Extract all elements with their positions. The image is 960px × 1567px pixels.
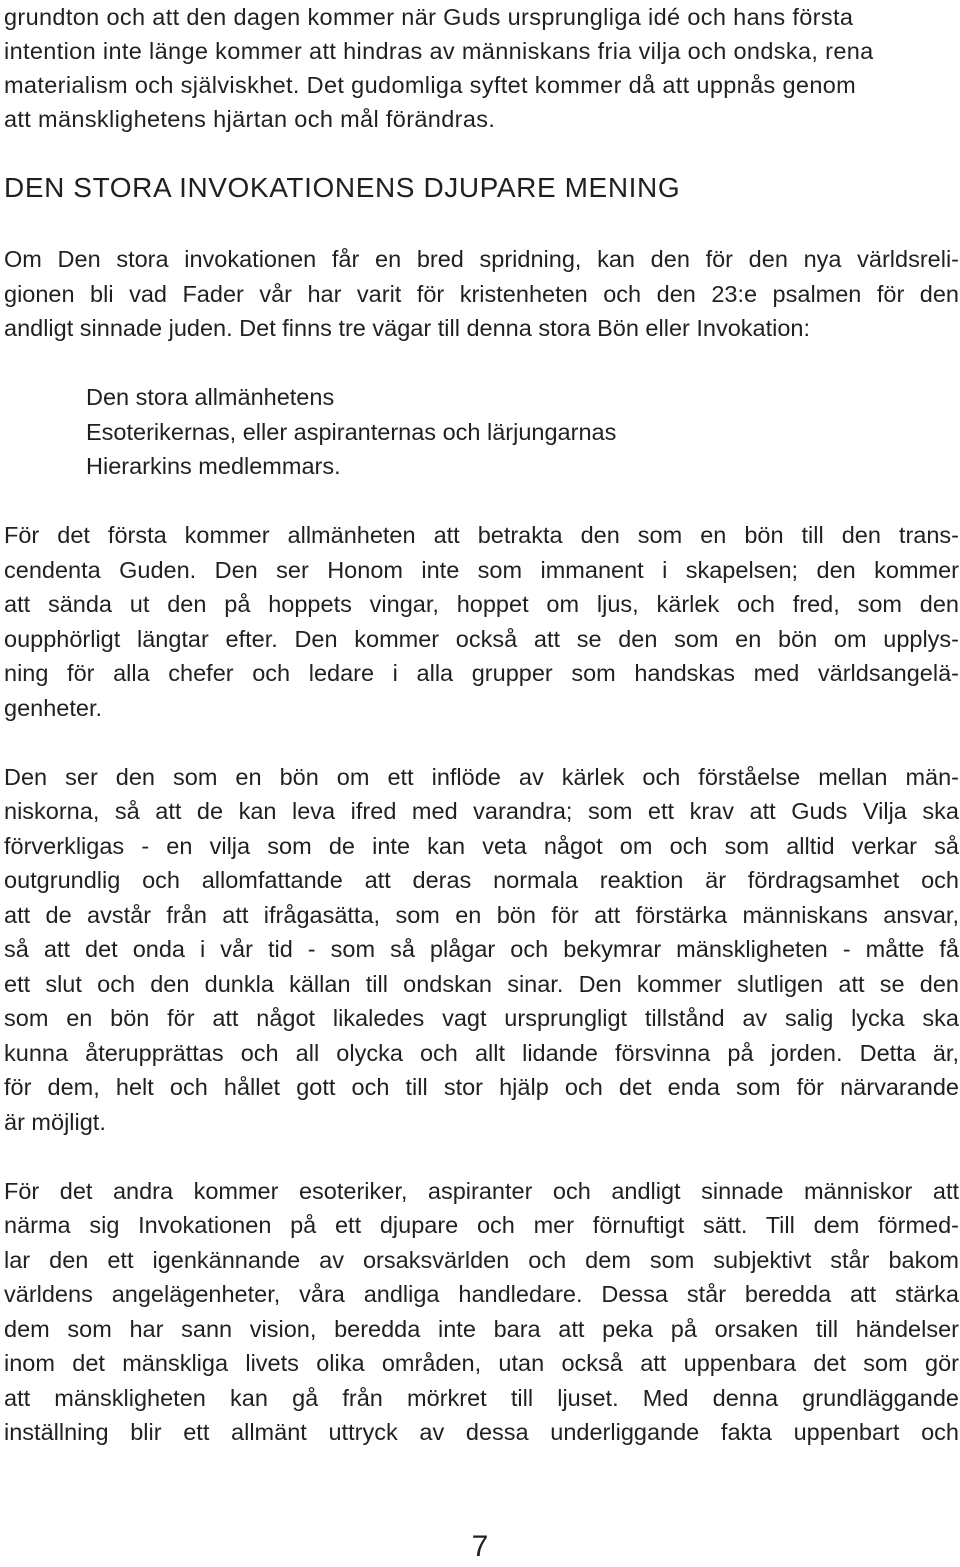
paragraph-line: är möjligt. [4,1109,106,1135]
paragraph-line: gionen bli vad Fader vår har varit för kristenheten och den 23:e psalmen för den [4,281,959,307]
intro-line: att mänsklighetens hjärtan och mål förändras. [4,106,496,132]
intro-line: materialism och själviskhet. Det gudomliga syftet kommer då att uppnås genom [4,72,857,98]
page-number: 7 [471,1530,489,1563]
paragraph-line: inom det mänskliga livets olika områden, utan också att uppenbara det som gör [4,1350,959,1376]
paragraph-line: lar den ett igenkännande av orsaksvärlden och dem som subjektivt står bakom [4,1247,959,1273]
paragraph-line: niskorna, så att de kan leva ifred med varandra; som ett krav att Guds Vilja ska [4,798,959,824]
intro-line: intention inte länge kommer att hindras av människans fria vilja och ondska, rena [4,38,874,64]
paragraph-line: kunna återupprättas och all olycka och allt lidande försvinna på jorden. Detta är, [4,1040,959,1066]
section-heading: DEN STORA INVOKATIONENS DJUPARE MENING [4,172,681,203]
paragraph-line: cendenta Guden. Den ser Honom inte som immanent i skapelsen; den kommer [4,557,959,583]
paragraph-line: ning för alla chefer och ledare i alla grupper som handskas med världsangelä- [4,660,959,686]
paragraph-line: dem som har sann vision, beredda inte bara att peka på orsaken till händelser [4,1316,959,1342]
list-item: Esoterikernas, eller aspiranternas och lärjungarnas [86,419,617,445]
paragraph-line: att de avstår från att ifrågasätta, som en bön för att förstärka människans ansvar, [4,902,959,928]
paragraph-line: genheter. [4,695,103,721]
paragraph-line: att mänskligheten kan gå från mörkret till ljuset. Med denna grundläggande [4,1385,959,1411]
paragraph-line: oupphörligt längtar efter. Den kommer också att se den som en bön om upplys- [4,626,959,652]
paragraph-line: Om Den stora invokationen får en bred spridning, kan den för den nya världsreli- [4,246,959,272]
paragraph-line: inställning blir ett allmänt uttryck av dessa underliggande fakta uppenbart och [4,1419,959,1445]
list-item: Hierarkins medlemmars. [86,453,341,479]
paragraph-line: som en bön för att något likaledes vagt ursprungligt tillstånd av salig lycka ska [4,1005,959,1031]
paragraph-line: så att det onda i vår tid - som så plågar och bekymrar mänskligheten - måtte få [4,936,959,962]
paragraph-line: För det första kommer allmänheten att betrakta den som en bön till den trans- [4,522,959,548]
paragraph-line: världens angelägenheter, våra andliga handledare. Dessa står beredda att stärka [4,1281,959,1307]
paragraph-line: outgrundlig och allomfattande att deras normala reaktion är fördragsamhet och [4,867,959,893]
intro-line: grundton och att den dagen kommer när Guds ursprungliga idé och hans första [4,4,854,30]
list-item: Den stora allmänhetens [86,384,335,410]
paragraph-line: för dem, helt och hållet gott och till stor hjälp och det enda som för närvarande [4,1074,959,1100]
paragraph-line: förverkligas - en vilja som de inte kan veta något om och som alltid verkar så [4,833,959,859]
paragraph-line: andligt sinnade juden. Det finns tre vägar till denna stora Bön eller Invokation: [4,315,811,341]
paragraph-line: ett slut och den dunkla källan till ondskan sinar. Den kommer slutligen att se den [4,971,959,997]
paragraph-line: Den ser den som en bön om ett inflöde av kärlek och förståelse mellan män- [4,764,959,790]
paragraph-line: att sända ut den på hoppets vingar, hoppet om ljus, kärlek och fred, som den [4,591,959,617]
paragraph-line: närma sig Invokationen på ett djupare och mer förnuftigt sätt. Till dem förmed- [4,1212,959,1238]
paragraph-line: För det andra kommer esoteriker, aspiranter och andligt sinnade människor att [4,1178,959,1204]
